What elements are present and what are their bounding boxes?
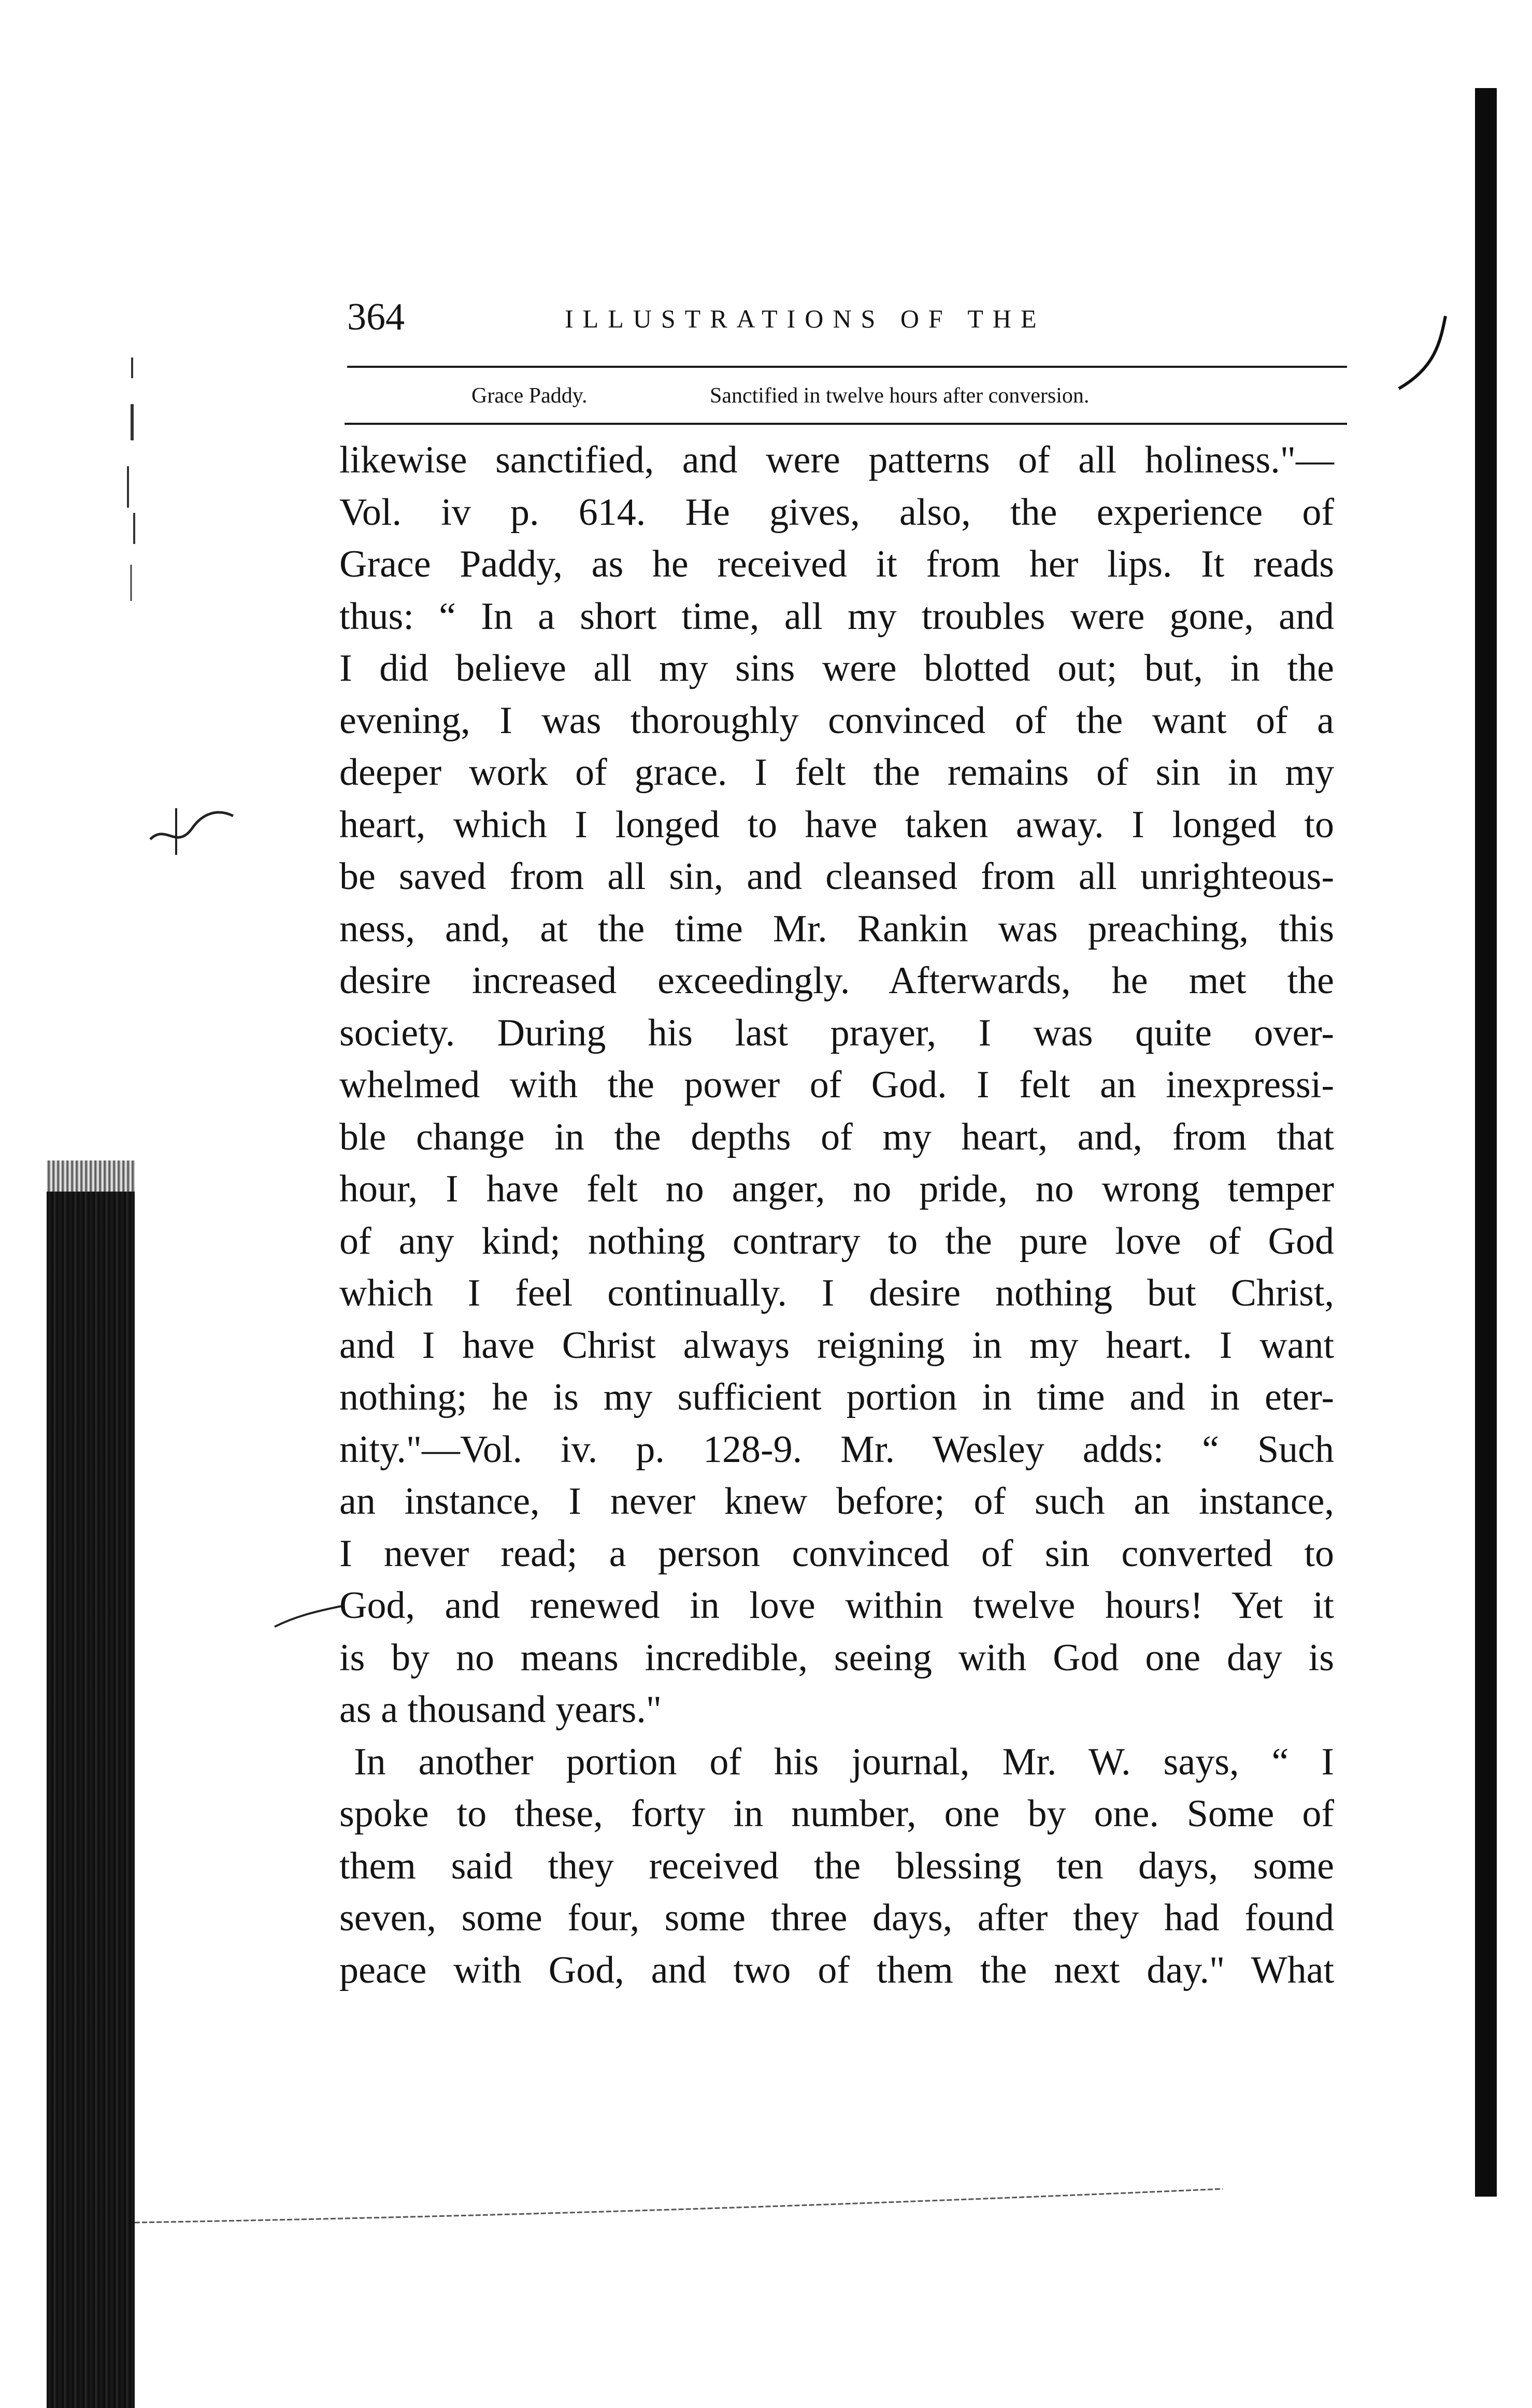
text-line: and I have Christ always reigning in my heart. I want <box>339 1324 1334 1367</box>
body-text <box>339 434 1334 1996</box>
margin-arrow-left <box>269 1596 347 1637</box>
page-edge-shadow <box>1475 88 1497 2197</box>
text-line: seven, some four, some three days, after they had found <box>339 1897 1334 1939</box>
text-line: is by no means incredible, seeing with God one day is <box>339 1636 1334 1679</box>
text-line: heart, which I longed to have taken away. I longed to <box>339 803 1334 846</box>
running-title: ILLUSTRATIONS OF THE <box>565 304 1046 333</box>
text-line: society. During his last prayer, I was quite over- <box>339 1011 1334 1054</box>
subhead-name: Grace Paddy. <box>471 384 588 408</box>
text-line: In another portion of his journal, Mr. W. says, “ I <box>354 1740 1334 1783</box>
text-line: I did believe all my sins were blotted out; but, in the <box>339 647 1334 690</box>
text-line: Grace Paddy, as he received it from her lips. It reads <box>339 543 1334 585</box>
text-line: an instance, I never knew before; of such an instance, <box>339 1480 1334 1523</box>
section-subheads <box>347 371 1347 421</box>
header-rule-bottom <box>345 423 1347 425</box>
text-line: nothing; he is my sufficient portion in time and in eter- <box>339 1376 1334 1418</box>
text-line: be saved from all sin, and cleansed from all unrighteous- <box>339 855 1334 898</box>
text-line: nity."—Vol. iv. p. 128-9. Mr. Wesley adds: “ Such <box>339 1428 1334 1471</box>
running-head <box>347 291 1357 348</box>
text-line: which I feel continually. I desire nothing but Christ, <box>339 1272 1334 1314</box>
page-number: 364 <box>347 296 405 338</box>
header-rule-top <box>347 366 1347 368</box>
text-line: peace with God, and two of them the next day." What <box>339 1948 1334 1991</box>
text-line: ness, and, at the time Mr. Rankin was preaching, this <box>339 907 1334 950</box>
binding-shadow <box>47 1160 135 2408</box>
text-line: I never read; a person convinced of sin converted to <box>339 1532 1334 1575</box>
text-line: evening, I was thoroughly convinced of the want of a <box>339 699 1334 742</box>
text-line: them said they received the blessing ten days, some <box>339 1844 1334 1887</box>
text-line: thus: “ In a short time, all my troubles were gone, and <box>339 595 1334 638</box>
text-line: God, and renewed in love within twelve hours! Yet it <box>339 1584 1334 1627</box>
text-line: spoke to these, forty in number, one by one. Some of <box>339 1793 1334 1835</box>
text-line: deeper work of grace. I felt the remains of sin in my <box>339 751 1334 794</box>
text-line: hour, I have felt no anger, no pride, no wrong temper <box>339 1168 1334 1210</box>
text-line: ble change in the depths of my heart, and, from that <box>339 1115 1334 1158</box>
text-line: likewise sanctified, and were patterns of all holiness."— <box>339 439 1334 481</box>
text-line: as a thousand years." <box>339 1688 662 1731</box>
margin-scribble-left <box>145 798 238 860</box>
margin-scribble-right <box>1388 311 1461 394</box>
margin-tick-marks <box>117 357 148 601</box>
text-line: desire increased exceedingly. Afterwards, he met the <box>339 959 1334 1002</box>
text-line: whelmed with the power of God. I felt an inexpressi- <box>339 1064 1334 1106</box>
subhead-topic: Sanctified in twelve hours after conversion. <box>710 384 1090 408</box>
page-curl-line <box>135 2186 1223 2228</box>
text-line: of any kind; nothing contrary to the pure love of God <box>339 1220 1334 1263</box>
text-line: Vol. iv p. 614. He gives, also, the experience of <box>339 491 1334 534</box>
